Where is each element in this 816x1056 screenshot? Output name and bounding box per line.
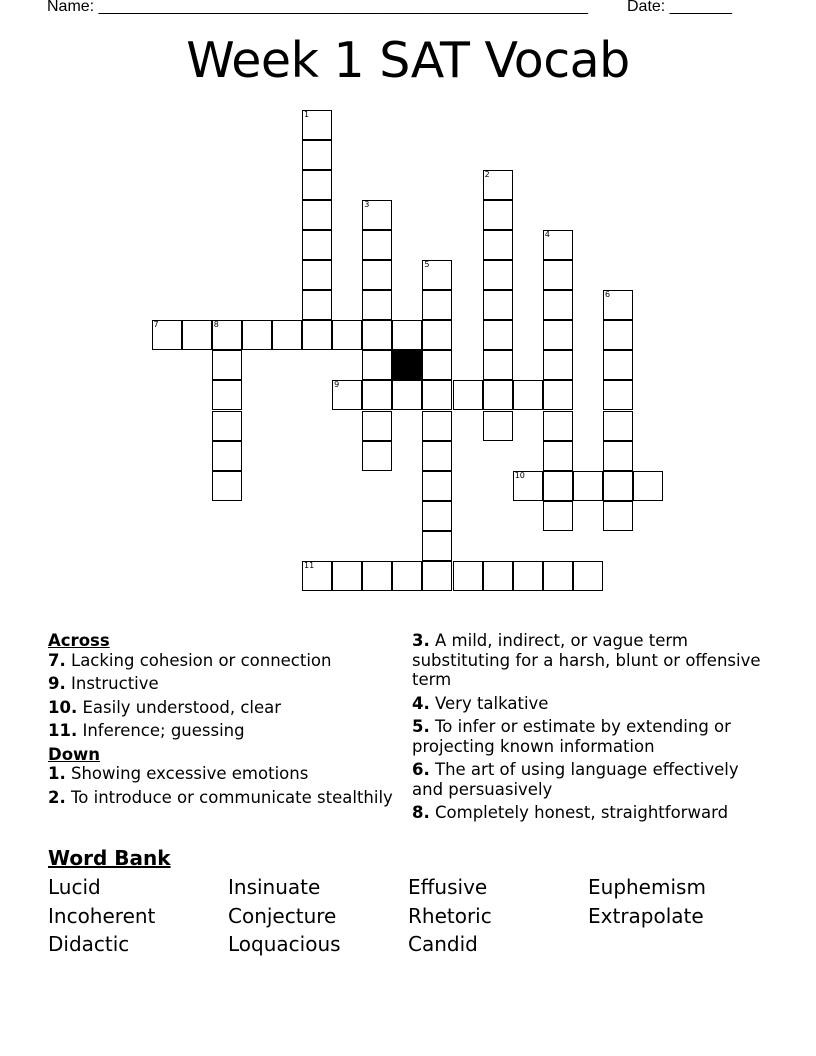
- grid-cell[interactable]: [483, 290, 513, 320]
- grid-cell[interactable]: [362, 230, 392, 260]
- grid-cell[interactable]: [392, 561, 422, 591]
- grid-cell[interactable]: [603, 320, 633, 350]
- name-line: Name: _______________________________________________________: [47, 0, 588, 15]
- grid-cell[interactable]: [362, 380, 392, 410]
- clue-down-5: 5. To infer or estimate by extending or projecting known information: [412, 717, 731, 756]
- grid-cell[interactable]: [453, 380, 483, 410]
- grid-cell[interactable]: [513, 471, 543, 501]
- down-heading: Down: [48, 744, 101, 764]
- grid-cell[interactable]: [212, 380, 242, 410]
- grid-cell[interactable]: [362, 200, 392, 230]
- grid-cell[interactable]: [603, 290, 633, 320]
- clue-across-9: 9. Instructive: [48, 674, 159, 693]
- grid-cell[interactable]: [603, 350, 633, 380]
- grid-cell[interactable]: [543, 230, 573, 260]
- word-bank-heading: Word Bank: [48, 846, 171, 870]
- grid-cell[interactable]: [302, 200, 332, 230]
- grid-cell[interactable]: [302, 290, 332, 320]
- clue-down-1: 1. Showing excessive emotions: [48, 764, 309, 783]
- grid-cell[interactable]: [422, 561, 452, 591]
- grid-cell[interactable]: [422, 531, 452, 561]
- clue-down-3: 3. A mild, indirect, or vague term substituting for a harsh, blunt or offensive term: [412, 631, 761, 689]
- grid-cell[interactable]: [332, 320, 362, 350]
- grid-cell[interactable]: [302, 140, 332, 170]
- grid-cell[interactable]: [362, 350, 392, 380]
- date-line: Date: _______: [627, 0, 732, 15]
- clue-number: 5: [424, 260, 430, 269]
- grid-cell[interactable]: [212, 320, 242, 350]
- clue-number: 10: [514, 470, 525, 480]
- clue-number: 7: [153, 320, 159, 330]
- grid-cell[interactable]: [302, 260, 332, 290]
- grid-cell[interactable]: [422, 350, 452, 380]
- grid-cell[interactable]: [513, 561, 543, 591]
- grid-cell[interactable]: [513, 380, 543, 410]
- grid-cell[interactable]: [362, 290, 392, 320]
- grid-cell[interactable]: [242, 320, 272, 350]
- clue-number: 9: [334, 380, 340, 390]
- clue-across-10: 10. Easily understood, clear: [48, 697, 282, 717]
- grid-cell[interactable]: [483, 260, 513, 290]
- grid-cell[interactable]: [302, 230, 332, 260]
- grid-cell[interactable]: [483, 230, 513, 260]
- grid-cell[interactable]: [603, 380, 633, 410]
- grid-cell[interactable]: [603, 471, 633, 501]
- grid-cell[interactable]: [302, 320, 332, 350]
- clue-number: 11: [304, 561, 315, 570]
- grid-cell[interactable]: [422, 380, 452, 410]
- grid-cell[interactable]: [422, 260, 452, 290]
- grid-cell[interactable]: [362, 260, 392, 290]
- grid-cell[interactable]: [483, 561, 513, 591]
- grid-cell[interactable]: [422, 411, 452, 441]
- grid-cell[interactable]: [422, 320, 452, 350]
- grid-cell[interactable]: [302, 110, 332, 140]
- grid-cell[interactable]: [483, 320, 513, 350]
- grid-cell[interactable]: [543, 441, 573, 471]
- clue-number: 3: [364, 199, 370, 209]
- grid-cell[interactable]: [543, 411, 573, 441]
- grid-cell[interactable]: [543, 501, 573, 531]
- grid-cell[interactable]: [272, 320, 302, 350]
- grid-cell[interactable]: [543, 260, 573, 290]
- word-bank-word: Extrapolate: [588, 904, 704, 928]
- grid-cell[interactable]: [302, 561, 332, 591]
- grid-cell[interactable]: [543, 290, 573, 320]
- page-title: Week 1 SAT Vocab: [186, 32, 630, 89]
- word-bank-word: Didactic: [48, 932, 130, 956]
- grid-cell[interactable]: [603, 441, 633, 471]
- clue-number: 4: [544, 229, 550, 239]
- clue-number: 1: [304, 109, 310, 119]
- word-bank-word: Rhetoric: [408, 904, 492, 928]
- grid-cell[interactable]: [362, 561, 392, 591]
- grid-cell[interactable]: [212, 471, 242, 501]
- grid-cell[interactable]: [392, 380, 422, 410]
- grid-cell[interactable]: [212, 350, 242, 380]
- word-bank-word: Euphemism: [588, 875, 706, 899]
- grid-cell[interactable]: [543, 320, 573, 350]
- clue-down-2: 2. To introduce or communicate stealthily: [48, 787, 393, 807]
- clue-down-6: 6. The art of using language effectively and persuasively: [412, 760, 739, 799]
- clue-across-7: 7. Lacking cohesion or connection: [48, 650, 332, 670]
- word-bank-word: Candid: [408, 932, 478, 956]
- grid-cell[interactable]: [302, 170, 332, 200]
- clues-right-column: [412, 631, 762, 827]
- word-bank-word: Loquacious: [228, 932, 341, 956]
- black-cell: [392, 350, 422, 380]
- grid-cell[interactable]: [543, 350, 573, 380]
- clue-number: 6: [605, 290, 611, 300]
- grid-cell[interactable]: [332, 380, 362, 410]
- word-bank-word: Conjecture: [228, 904, 337, 928]
- grid-cell[interactable]: [212, 441, 242, 471]
- clue-across-11: 11. Inference; guessing: [48, 721, 245, 740]
- word-bank-word: Incoherent: [48, 904, 156, 928]
- grid-cell[interactable]: [362, 320, 392, 350]
- grid-cell[interactable]: [573, 471, 603, 501]
- grid-cell[interactable]: [392, 320, 422, 350]
- grid-cell[interactable]: [543, 561, 573, 591]
- grid-cell[interactable]: [483, 380, 513, 410]
- grid-cell[interactable]: [182, 320, 212, 350]
- grid-cell[interactable]: [573, 561, 603, 591]
- clue-down-4: 4. Very talkative: [412, 693, 549, 713]
- clue-number: 8: [213, 320, 219, 330]
- grid-cell[interactable]: [483, 411, 513, 441]
- word-bank-word: Lucid: [48, 875, 101, 899]
- grid-cell[interactable]: [152, 320, 182, 350]
- grid-cell[interactable]: [422, 501, 452, 531]
- grid-cell[interactable]: [362, 441, 392, 471]
- grid-cell[interactable]: [483, 170, 513, 200]
- grid-cell[interactable]: [422, 441, 452, 471]
- clue-number: 2: [484, 169, 490, 179]
- grid-cell[interactable]: [543, 471, 573, 501]
- clues-left-column: [48, 631, 393, 811]
- grid-cell[interactable]: [362, 411, 392, 441]
- clue-down-8: 8. Completely honest, straightforward: [412, 803, 729, 822]
- grid-cell[interactable]: [422, 471, 452, 501]
- grid-cell[interactable]: [453, 561, 483, 591]
- word-bank-word: Insinuate: [228, 875, 321, 899]
- grid-cell[interactable]: [543, 380, 573, 410]
- grid-cell[interactable]: [212, 411, 242, 441]
- grid-cell[interactable]: [603, 411, 633, 441]
- across-heading: Across: [48, 631, 110, 650]
- grid-cell[interactable]: [332, 561, 362, 591]
- grid-cell[interactable]: [483, 350, 513, 380]
- grid-cell[interactable]: [422, 290, 452, 320]
- grid-cell[interactable]: [633, 471, 663, 501]
- grid-cell[interactable]: [483, 200, 513, 230]
- grid-cell[interactable]: [603, 501, 633, 531]
- word-bank-word: Effusive: [408, 875, 488, 899]
